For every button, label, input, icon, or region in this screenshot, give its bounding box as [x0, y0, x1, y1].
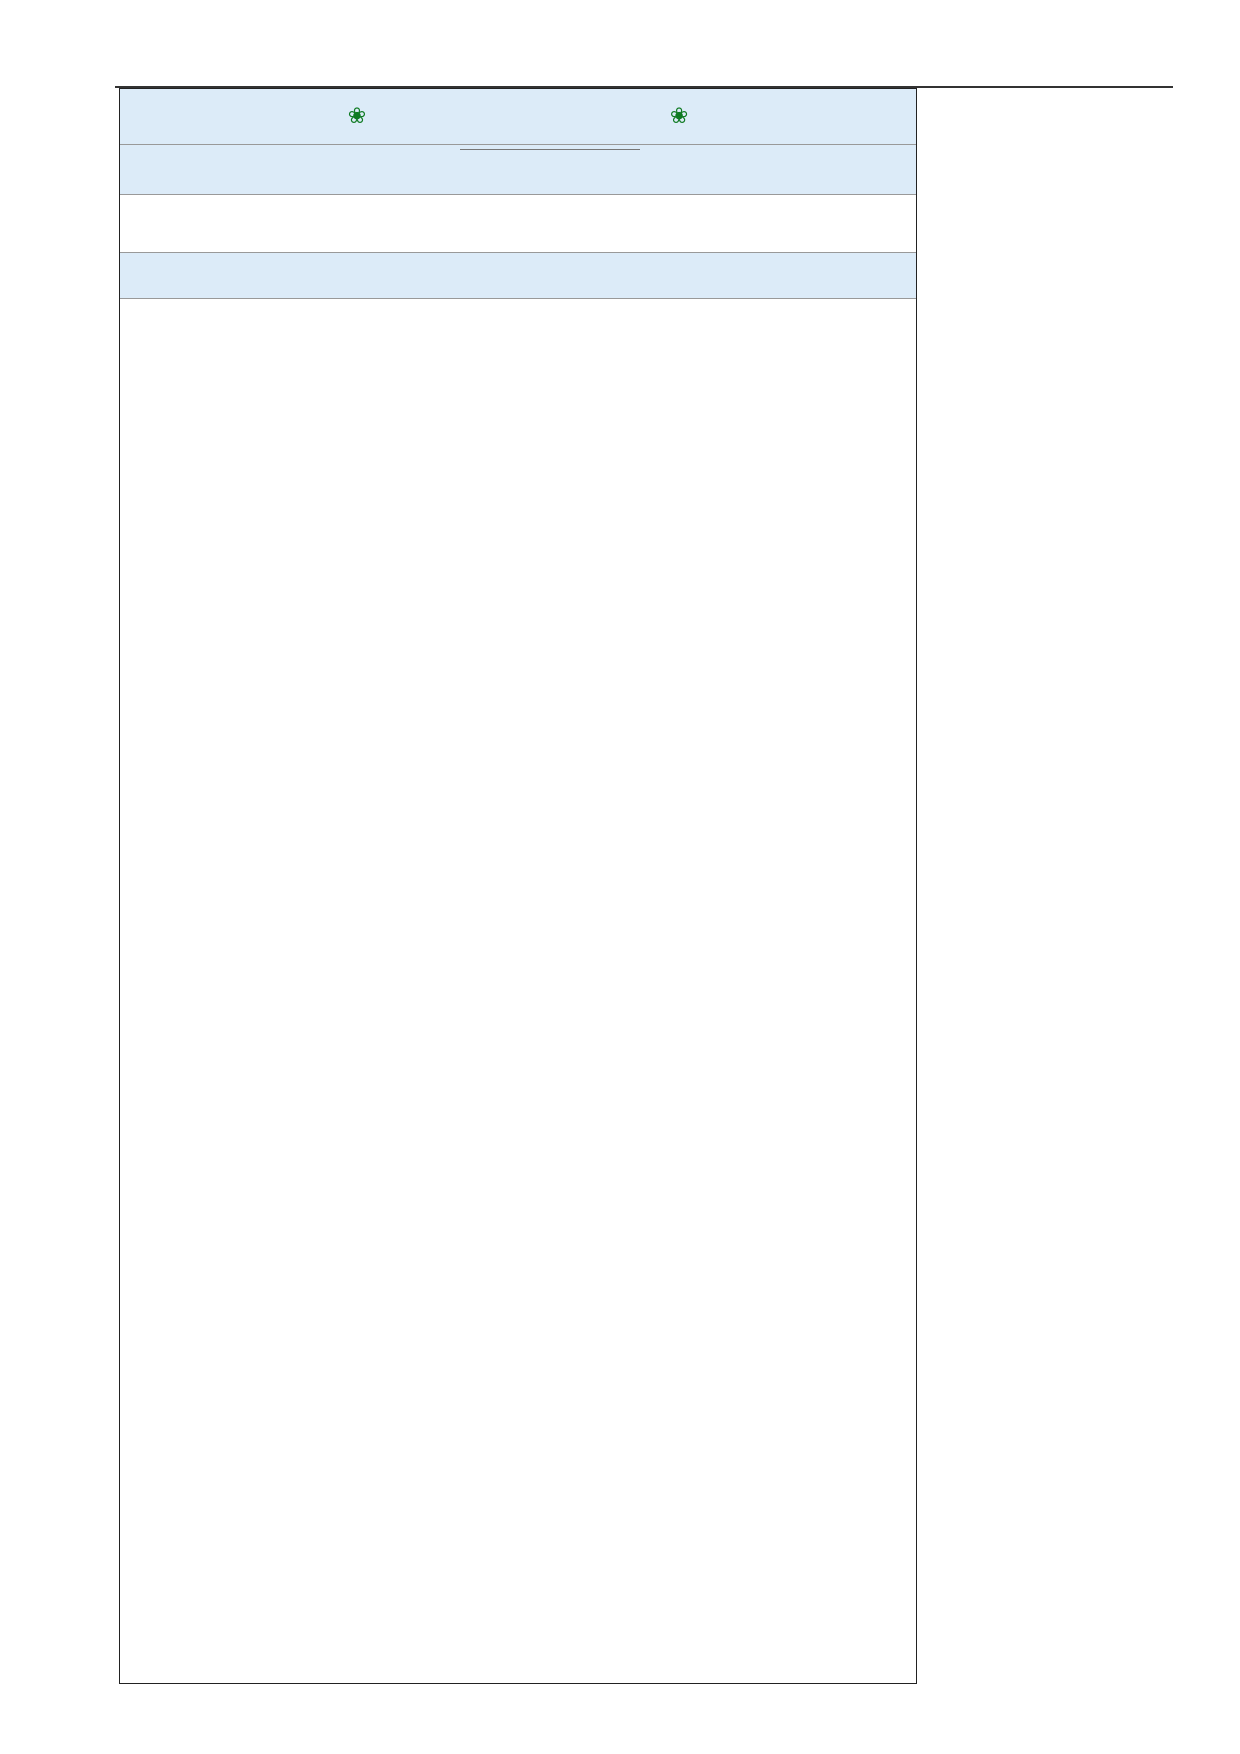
surah-name-hindi — [460, 149, 640, 150]
surah-name-block — [460, 149, 640, 150]
main-frame — [119, 88, 917, 1684]
flower-icon: ❀ — [347, 104, 367, 129]
bismillah — [120, 195, 916, 253]
surah-info-bar — [120, 145, 916, 195]
flower-icon: ❀ — [669, 104, 689, 129]
surah-title-bar — [120, 89, 916, 145]
bismillah-translation — [120, 253, 916, 299]
